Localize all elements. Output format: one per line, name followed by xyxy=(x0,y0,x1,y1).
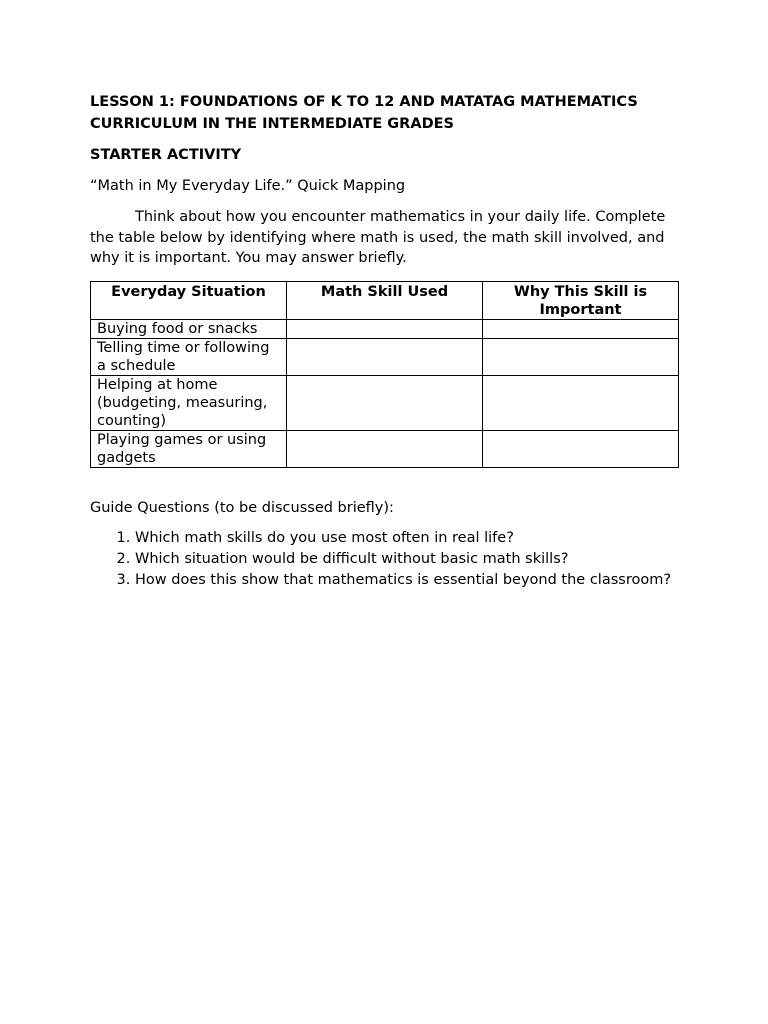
guide-question: 1. Which math skills do you use most often in real life? xyxy=(135,528,678,549)
answer-cell[interactable] xyxy=(483,319,679,338)
answer-cell[interactable] xyxy=(483,375,679,430)
table-header-cell: Everyday Situation xyxy=(91,281,287,319)
guide-questions-label: Guide Questions (to be discussed briefly): xyxy=(90,499,394,516)
situation-cell: Playing games or using gadgets xyxy=(91,430,287,467)
answer-cell[interactable] xyxy=(483,338,679,375)
guide-questions-list xyxy=(90,528,678,591)
table-row xyxy=(91,375,679,430)
table-row xyxy=(91,430,679,467)
activity-title: “Math in My Everyday Life.” Quick Mapping xyxy=(90,178,406,194)
table-row xyxy=(91,338,679,375)
situation-cell: Helping at home (budgeting, measuring, counting) xyxy=(91,375,287,430)
situation-cell: Buying food or snacks xyxy=(91,319,287,338)
lesson-title: LESSON 1: FOUNDATIONS OF K TO 12 AND MATATAG MATHEMATICS CURRICULUM IN THE INTERMEDIATE GRADES xyxy=(90,94,638,132)
table-header-cell: Math Skill Used xyxy=(287,281,483,319)
table-header-row xyxy=(91,281,679,319)
answer-cell[interactable] xyxy=(287,430,483,467)
document-page xyxy=(90,91,678,591)
table-header-cell: Why This Skill is Important xyxy=(483,281,679,319)
guide-question: 3. How does this show that mathematics is essential beyond the classroom? xyxy=(135,570,678,591)
instructions-paragraph: Think about how you encounter mathematics in your daily life. Complete the table below by identifying where math is used, the math skill involved, and why it is important. You may answer briefly. xyxy=(90,209,666,266)
answer-cell[interactable] xyxy=(287,375,483,430)
answer-cell[interactable] xyxy=(287,338,483,375)
answer-cell[interactable] xyxy=(287,319,483,338)
answer-cell[interactable] xyxy=(483,430,679,467)
table-row xyxy=(91,319,679,338)
situation-cell: Telling time or following a schedule xyxy=(91,338,287,375)
section-heading: STARTER ACTIVITY xyxy=(90,147,242,163)
activity-table xyxy=(90,281,679,468)
guide-question: 2. Which situation would be difficult without basic math skills? xyxy=(135,549,678,570)
